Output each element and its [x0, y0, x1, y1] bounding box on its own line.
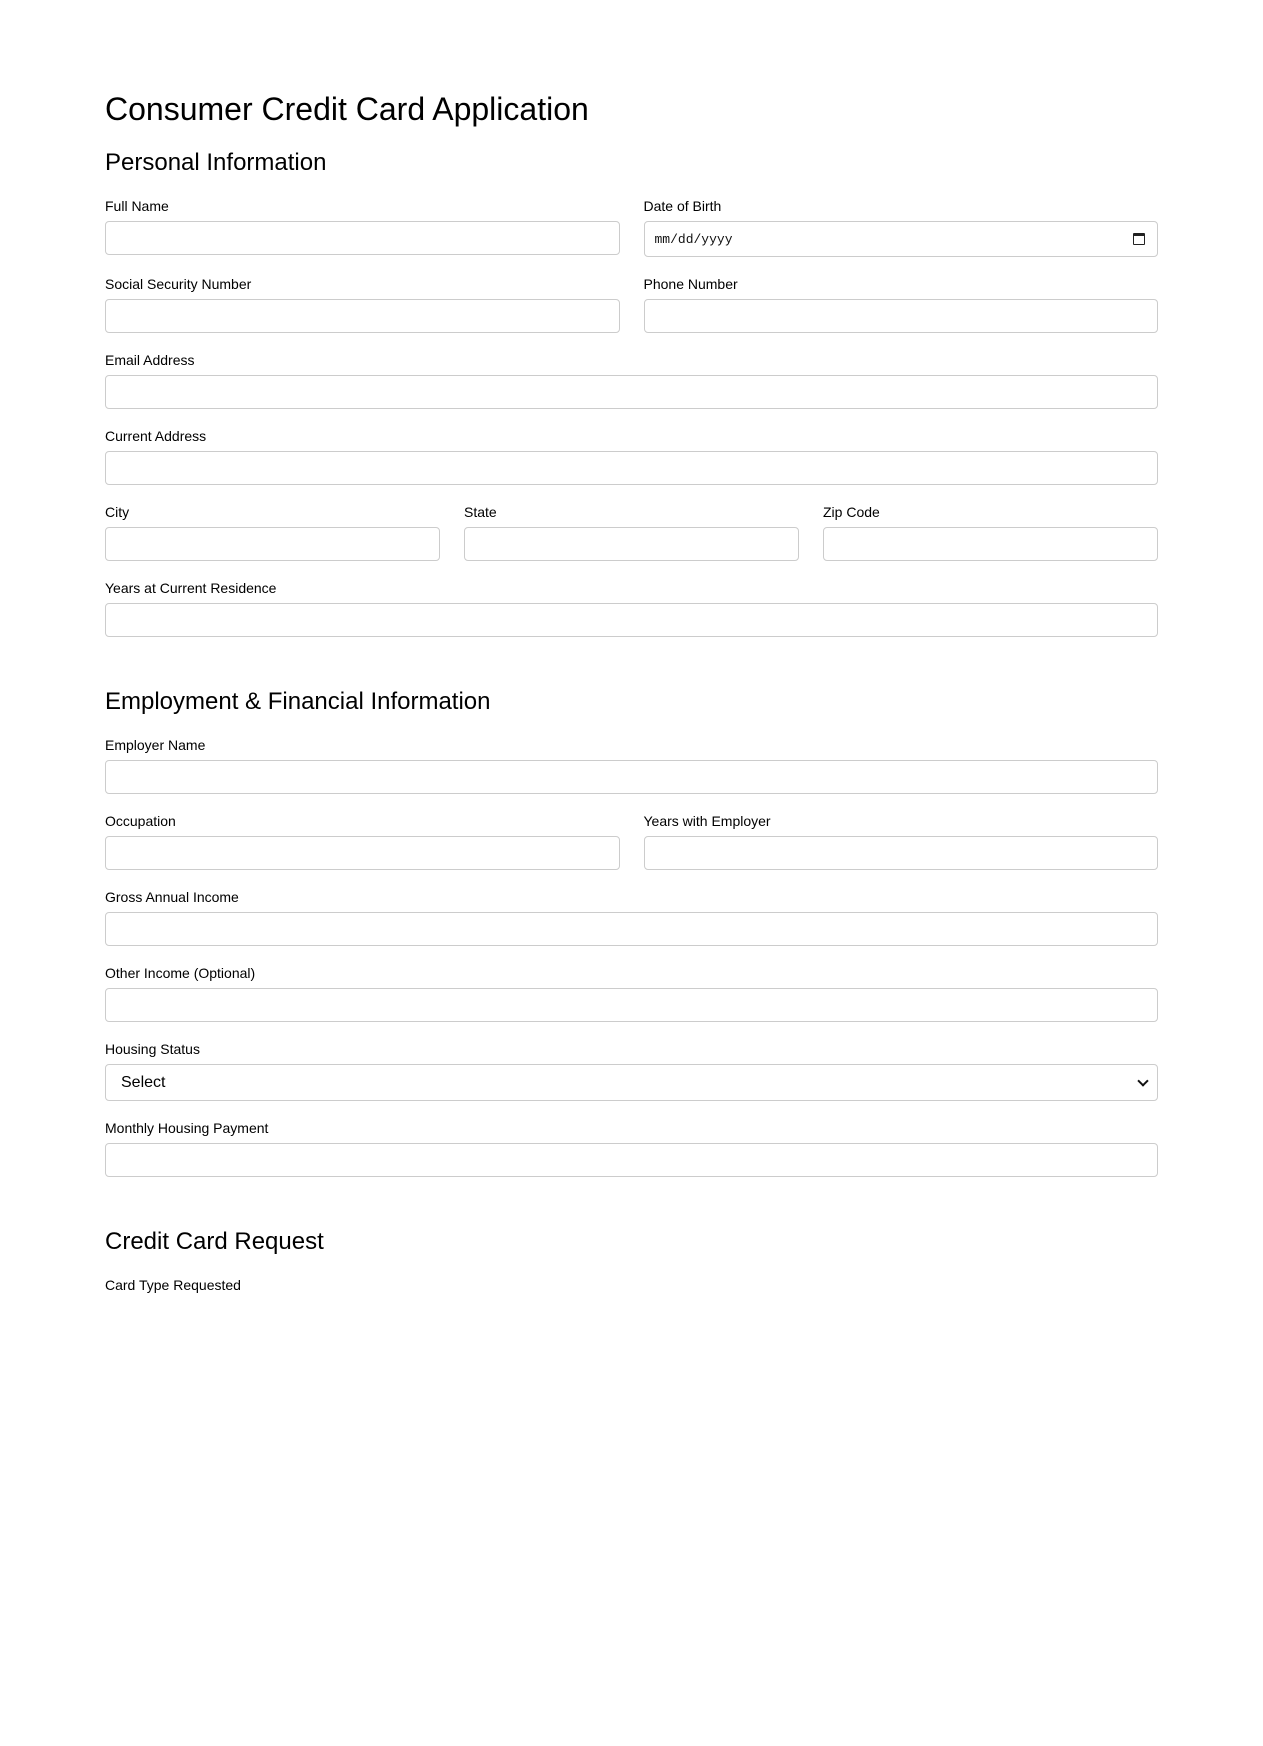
phone-label: Phone Number: [643, 276, 738, 292]
row-employer: [105, 737, 1158, 813]
row-card-type: [105, 1277, 1158, 1300]
field-current-address: [105, 428, 1158, 485]
city-label: City: [105, 504, 130, 520]
section-title-employment: Employment & Financial Information: [105, 688, 491, 715]
gross-income-input[interactable]: [105, 912, 1158, 946]
monthly-payment-input[interactable]: [105, 1143, 1158, 1177]
ssn-input[interactable]: [105, 299, 620, 333]
phone-input[interactable]: [644, 299, 1159, 333]
field-ssn: [105, 276, 620, 333]
full-name-input[interactable]: [105, 221, 620, 255]
section-credit-card-request: [105, 1228, 1158, 1300]
years-employer-input[interactable]: [644, 836, 1159, 870]
current-address-label: Current Address: [105, 428, 207, 444]
field-phone: [644, 276, 1159, 333]
ssn-label: Social Security Number: [105, 276, 252, 292]
field-employer-name: [105, 737, 1158, 794]
row-ssn-phone: [105, 276, 1158, 352]
date-of-birth-placeholder: mm/dd/yyyy: [654, 231, 733, 247]
section-title-personal: Personal Information: [105, 149, 327, 176]
section-employment-financial: [105, 688, 1158, 1196]
row-city-state-zip: [105, 504, 1158, 580]
field-gross-income: [105, 889, 1158, 946]
gross-income-label: Gross Annual Income: [105, 889, 239, 905]
zip-label: Zip Code: [823, 504, 880, 520]
field-monthly-payment: [105, 1120, 1158, 1177]
years-employer-label: Years with Employer: [643, 813, 771, 829]
section-title-card-request: Credit Card Request: [105, 1228, 324, 1255]
housing-status-select[interactable]: [105, 1064, 1158, 1101]
field-city: [105, 504, 440, 561]
row-email: [105, 352, 1158, 428]
years-residence-input[interactable]: [105, 603, 1158, 637]
employer-name-input[interactable]: [105, 760, 1158, 794]
row-years-residence: [105, 580, 1158, 656]
field-housing-status: [105, 1041, 1158, 1101]
state-label: State: [464, 504, 497, 520]
page-title: Consumer Credit Card Application: [105, 91, 589, 127]
email-input[interactable]: [105, 375, 1158, 409]
other-income-input[interactable]: [105, 988, 1158, 1022]
calendar-icon[interactable]: [1133, 233, 1145, 245]
row-monthly-payment: [105, 1120, 1158, 1196]
row-housing-status: [105, 1041, 1158, 1120]
row-other-income: [105, 965, 1158, 1041]
field-zip: [823, 504, 1158, 561]
row-occupation-years: [105, 813, 1158, 889]
field-years-residence: [105, 580, 1158, 637]
occupation-input[interactable]: [105, 836, 620, 870]
field-card-type: [105, 1277, 1158, 1300]
employer-name-label: Employer Name: [105, 737, 206, 753]
row-address: [105, 428, 1158, 504]
card-type-label: Card Type Requested: [105, 1277, 241, 1293]
zip-input[interactable]: [823, 527, 1158, 561]
field-date-of-birth: [644, 198, 1159, 257]
city-input[interactable]: [105, 527, 440, 561]
current-address-input[interactable]: [105, 451, 1158, 485]
field-full-name: [105, 198, 620, 257]
state-input[interactable]: [464, 527, 799, 561]
email-label: Email Address: [105, 352, 195, 368]
chevron-down-icon: [1137, 1075, 1148, 1086]
application-form: [105, 91, 1158, 1300]
occupation-label: Occupation: [105, 813, 176, 829]
field-occupation: [105, 813, 620, 870]
field-state: [464, 504, 799, 561]
date-of-birth-input[interactable]: [644, 221, 1159, 257]
other-income-label: Other Income (Optional): [105, 965, 256, 981]
housing-status-label: Housing Status: [105, 1041, 200, 1057]
row-gross-income: [105, 889, 1158, 965]
section-personal-information: [105, 149, 1158, 656]
housing-status-selected: Select: [121, 1073, 166, 1091]
monthly-payment-label: Monthly Housing Payment: [105, 1120, 269, 1136]
field-email: [105, 352, 1158, 409]
full-name-label: Full Name: [105, 198, 169, 214]
years-residence-label: Years at Current Residence: [105, 580, 277, 596]
date-of-birth-label: Date of Birth: [643, 198, 722, 214]
field-years-employer: [644, 813, 1159, 870]
row-name-dob: [105, 198, 1158, 276]
field-other-income: [105, 965, 1158, 1022]
